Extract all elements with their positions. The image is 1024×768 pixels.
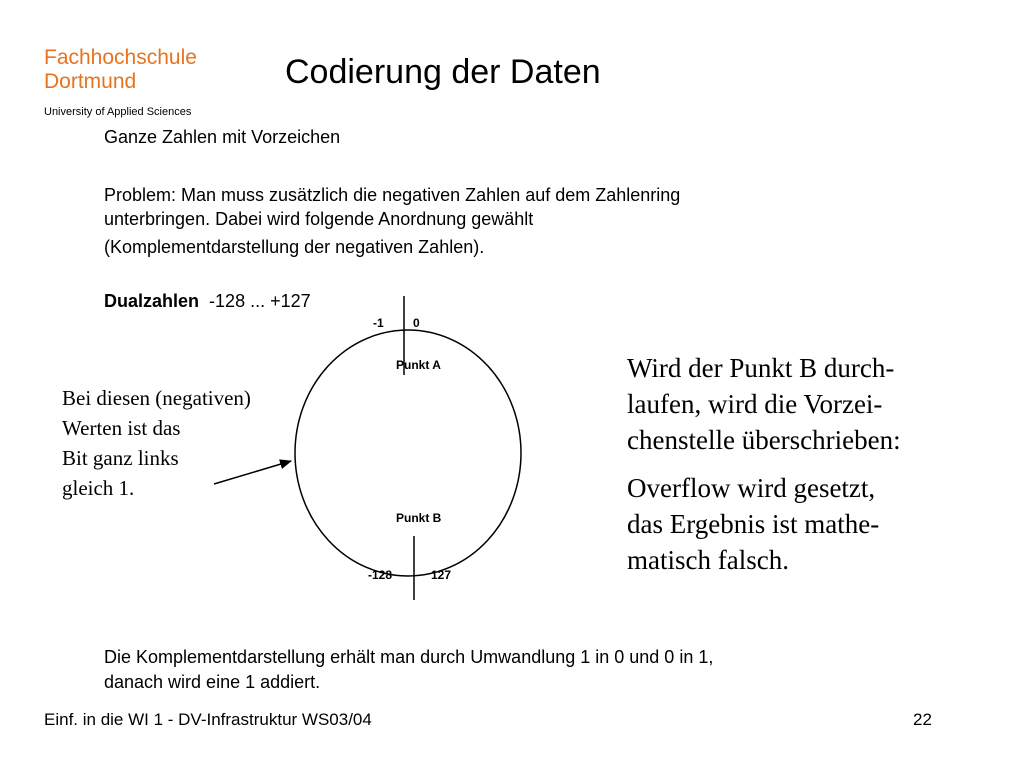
left-note-line1: Bei diesen (negativen) [62, 386, 251, 410]
section-subtitle: Ganze Zahlen mit Vorzeichen [104, 127, 341, 147]
label-minus-128: -128 [368, 568, 393, 582]
problem-line2: unterbringen. Dabei wird folgende Anordnung gewählt [104, 209, 534, 229]
right-note [627, 350, 901, 578]
logo-line1: Fachhochschule [44, 46, 197, 69]
right-note-p1-line1: Wird der Punkt B durch- [627, 353, 895, 383]
logo-subtitle: University of Applied Sciences [44, 106, 192, 118]
right-note-p1-line2: laufen, wird die Vorzei- [627, 389, 883, 419]
dual-range: -128 ... +127 [209, 291, 311, 311]
left-note-line2: Werten ist das [62, 416, 181, 440]
label-point-a: Punkt A [396, 358, 441, 372]
left-note [62, 383, 251, 503]
problem-line3: (Komplementdarstellung der negativen Zahlen). [104, 237, 485, 257]
label-127: 127 [431, 568, 452, 582]
label-point-b: Punkt B [396, 511, 442, 525]
problem-line1: Problem: Man muss zusätzlich die negativen Zahlen auf dem Zahlenring [104, 185, 681, 205]
logo-line2: Dortmund [44, 70, 137, 93]
right-note-p2-line2: das Ergebnis ist mathe- [627, 509, 880, 539]
label-zero: 0 [413, 316, 420, 330]
footer-text-line1: Die Komplementdarstellung erhält man durch Umwandlung 1 in 0 und 0 in 1, [104, 647, 714, 667]
right-note-p1-line3: chenstelle überschrieben: [627, 425, 901, 455]
footer-text-line2: danach wird eine 1 addiert. [104, 672, 321, 692]
page-title: Codierung der Daten [285, 53, 601, 91]
footer-course: Einf. in die WI 1 - DV-Infrastruktur WS03/04 [44, 710, 372, 729]
right-note-p2-line3: matisch falsch. [627, 545, 789, 575]
label-minus-one: -1 [373, 316, 384, 330]
left-note-line3: Bit ganz links [62, 446, 179, 470]
dual-label: Dualzahlen [104, 291, 200, 311]
page-number: 22 [913, 710, 932, 729]
right-note-p2-line1: Overflow wird gesetzt, [627, 473, 876, 503]
left-note-line4: gleich 1. [62, 476, 135, 500]
